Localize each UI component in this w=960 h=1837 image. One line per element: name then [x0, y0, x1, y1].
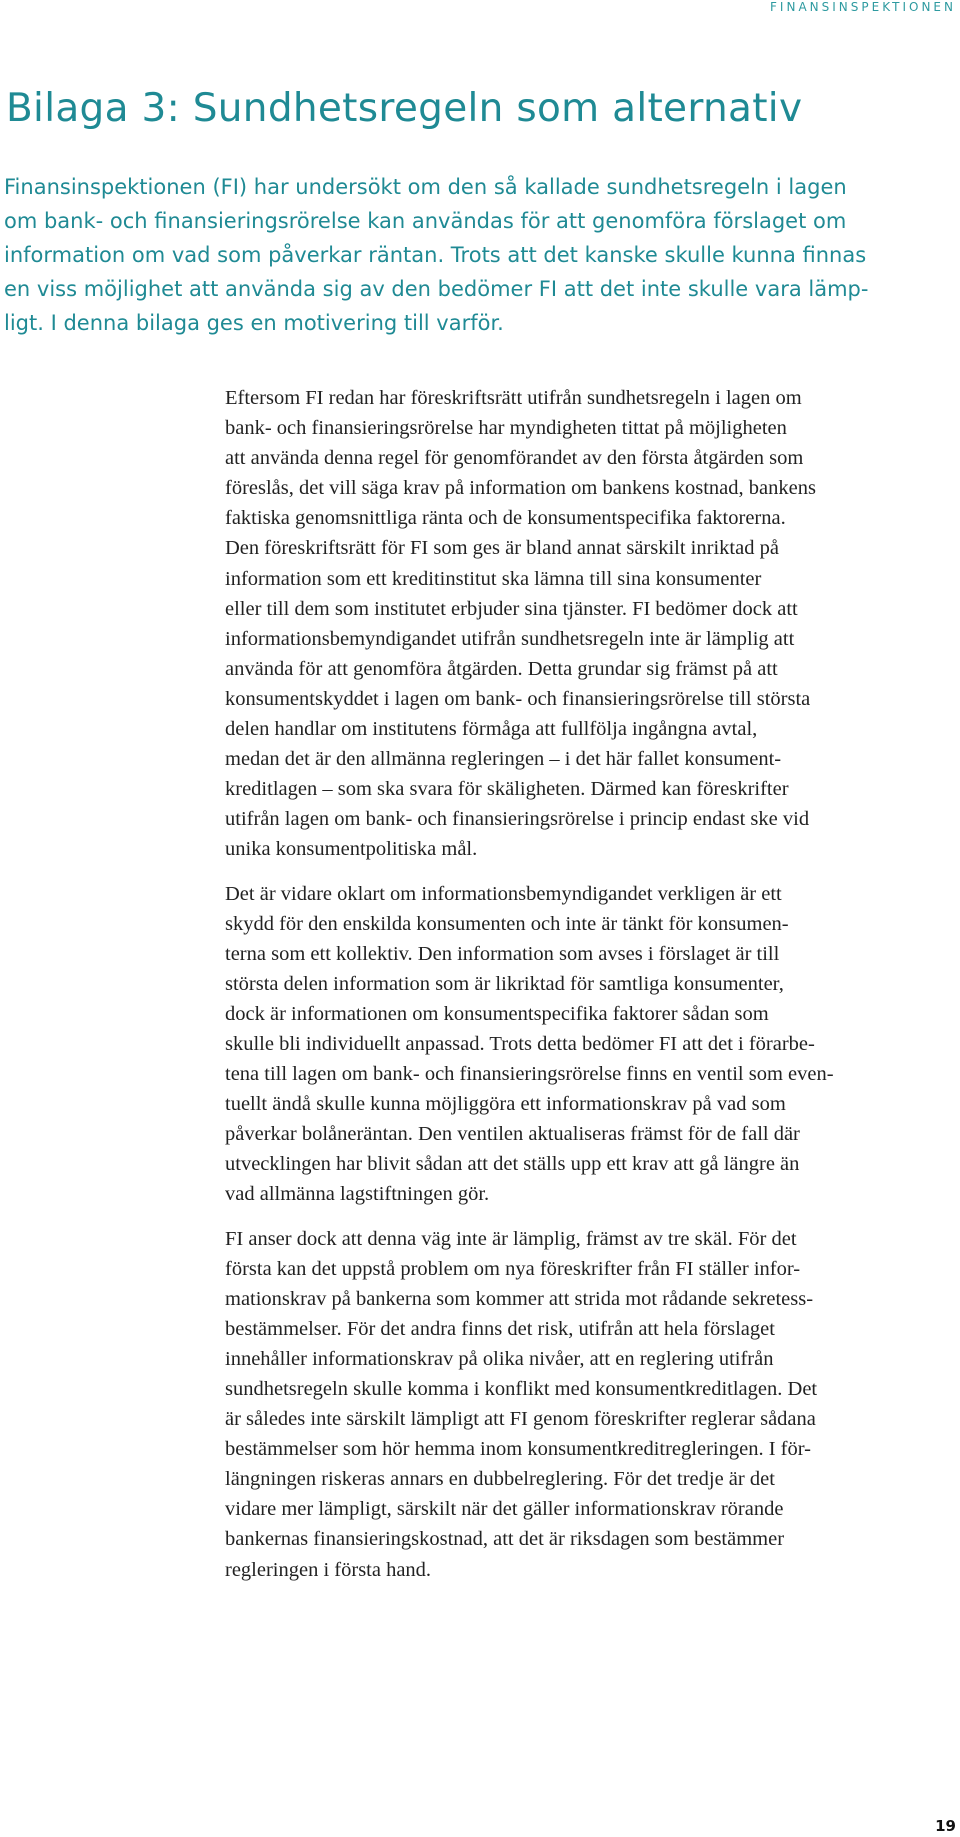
body-line: föreslås, det vill säga krav på information om bankens kostnad, bankens [225, 477, 816, 500]
body-line: Eftersom FI redan har föreskriftsrätt utifrån sundhetsregeln i lagen om [225, 387, 802, 409]
body-line: utifrån lagen om bank- och finansieringsrörelse i princip endast ske vid [225, 808, 810, 831]
body-line: informationsbemyndigandet utifrån sundhetsregeln inte är lämplig att [225, 627, 795, 650]
intro-line: om bank- och finansieringsrörelse kan användas för att genomföra förslaget om [4, 209, 847, 233]
body-line: konsumentskyddet i lagen om bank- och finansieringsrörelse till största [225, 687, 811, 710]
body-line: skydd för den enskilda konsumenten och inte är tänkt för konsumen- [225, 912, 789, 935]
body-line: vad allmänna lagstiftningen gör. [225, 1183, 490, 1206]
body-line: tena till lagen om bank- och finansieringsrörelse finns en ventil som even- [225, 1063, 834, 1086]
body-line: eller till dem som institutet erbjuder sina tjänster. FI bedömer dock att [225, 597, 798, 620]
body-paragraph [225, 383, 960, 865]
body-line: mationskrav på bankerna som kommer att strida mot rådande sekretess- [225, 1287, 814, 1310]
body-line: bestämmelser. För det andra finns det risk, utifrån att hela förslaget [225, 1317, 775, 1340]
body-line: terna som ett kollektiv. Den information som avses i förslaget är till [225, 942, 780, 965]
body-line: bankernas finansieringskostnad, att det är riksdagen som bestämmer [225, 1528, 785, 1551]
body-line: information som ett kreditinstitut ska lämna till sina konsumenter [225, 567, 762, 590]
body-line: att använda denna regel för genomförandet av den första åtgärden som [225, 447, 804, 470]
body-line: vidare mer lämpligt, särskilt när det gäller informationskrav rörande [225, 1498, 784, 1521]
body-line: unika konsumentpolitiska mål. [225, 838, 478, 861]
body-line: delen handlar om institutens förmåga att fullfölja ingångna avtal, [225, 718, 758, 741]
body-line: första kan det uppstå problem om nya föreskrifter från FI ställer infor- [225, 1257, 801, 1280]
body-paragraph [225, 1224, 960, 1585]
body-line: kreditlagen – som ska svara för skäligheten. Därmed kan föreskrifter [225, 778, 789, 801]
intro-line: information om vad som påverkar räntan. Trots att det kanske skulle kunna finnas [4, 243, 867, 267]
page-title: Bilaga 3: Sundhetsregeln som alternativ [6, 86, 803, 131]
intro-line: Finansinspektionen (FI) har undersökt om den så kallade sundhetsregeln i lagen [4, 175, 847, 199]
body-line: bestämmelser som hör hemma inom konsumentkreditregleringen. I för- [225, 1438, 811, 1461]
intro-line: en viss möjlighet att använda sig av den bedömer FI att det inte skulle vara lämp- [4, 277, 869, 301]
intro-line: ligt. I denna bilaga ges en motivering till varför. [4, 311, 504, 335]
body-line: FI anser dock att denna väg inte är lämplig, främst av tre skäl. För det [225, 1227, 797, 1250]
body-line: dock är informationen om konsumentspecifika faktorer sådan som [225, 1002, 769, 1025]
body-line: tuellt ändå skulle kunna möjliggöra ett informationskrav på vad som [225, 1093, 786, 1116]
body-line: utvecklingen har blivit sådan att det ställs upp ett krav att gå längre än [225, 1153, 800, 1176]
body-text [225, 383, 960, 1599]
body-line: regleringen i första hand. [225, 1558, 432, 1581]
body-line: skulle bli individuellt anpassad. Trots detta bedömer FI att det i förarbe- [225, 1032, 815, 1055]
body-line: faktiska genomsnittliga ränta och de konsumentspecifika faktorerna. [225, 507, 786, 530]
body-line: största delen information som är likriktad för samtliga konsumenter, [225, 972, 784, 995]
body-line: bank- och finansieringsrörelse har myndigheten tittat på möjligheten [225, 417, 787, 440]
body-line: är således inte särskilt lämpligt att FI genom föreskrifter reglerar sådana [225, 1408, 816, 1431]
body-line: Den föreskriftsrätt för FI som ges är bland annat särskilt inriktad på [225, 537, 779, 560]
body-line: sundhetsregeln skulle komma i konflikt med konsumentkreditlagen. Det [225, 1378, 818, 1400]
body-line: innehåller informationskrav på olika nivåer, att en reglering utifrån [225, 1347, 774, 1370]
body-line: Det är vidare oklart om informationsbemyndigandet verkligen är ett [225, 882, 782, 905]
page-number: 19 [935, 1817, 956, 1835]
body-line: påverkar bolåneräntan. Den ventilen aktualiseras främst för de fall där [225, 1123, 800, 1146]
body-line: medan det är den allmänna regleringen – i det här fallet konsument- [225, 748, 782, 771]
body-paragraph [225, 879, 960, 1210]
intro-paragraph [4, 170, 944, 340]
body-line: använda för att genomföra åtgärden. Detta grundar sig främst på att [225, 657, 778, 680]
header-organization: FINANSINSPEKTIONEN [770, 0, 956, 14]
body-line: längningen riskeras annars en dubbelreglering. För det tredje är det [225, 1468, 775, 1491]
